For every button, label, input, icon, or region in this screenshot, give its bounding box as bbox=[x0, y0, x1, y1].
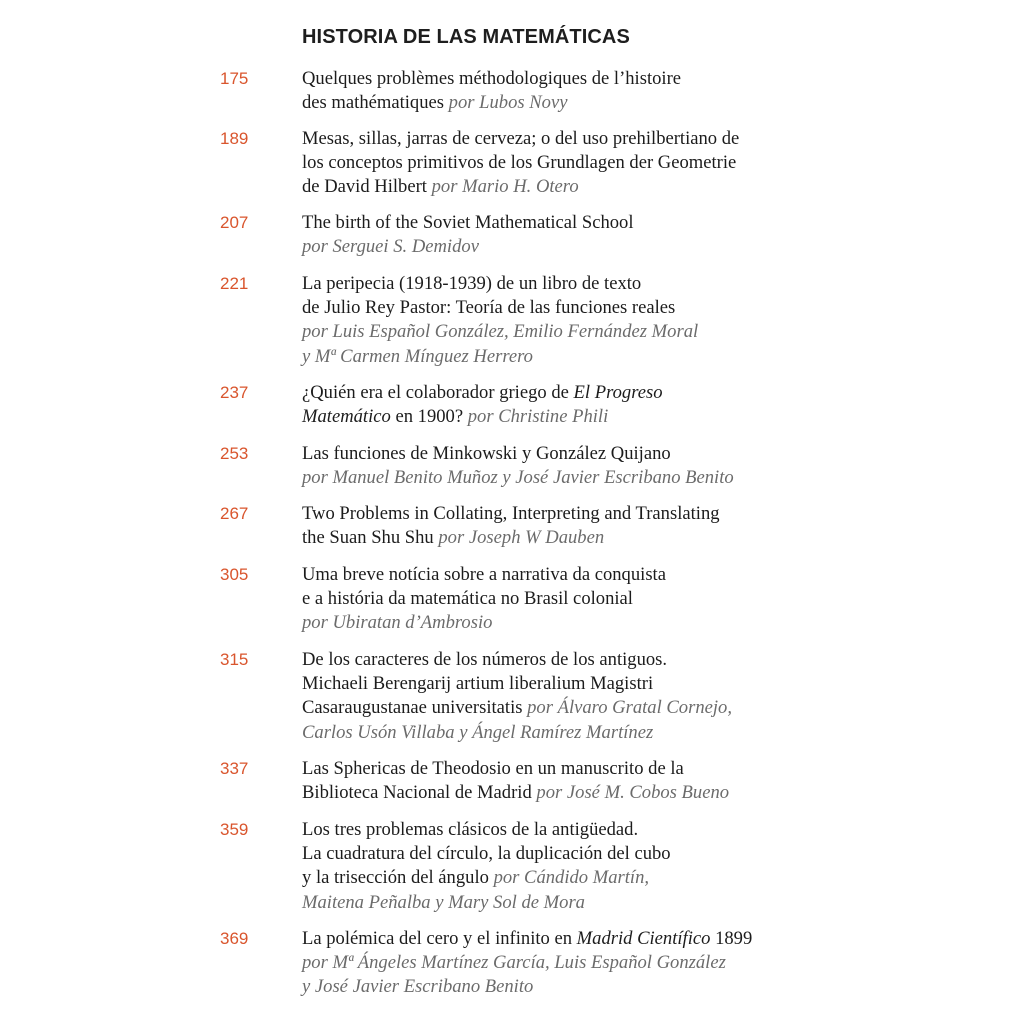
entry-line bbox=[302, 526, 822, 550]
entry-line bbox=[302, 211, 822, 235]
author-credit: por Luis Español González, Emilio Fernández Moral bbox=[302, 321, 699, 343]
entry-text bbox=[302, 211, 822, 259]
page-number: 337 bbox=[220, 759, 249, 778]
title-text: La cuadratura del círculo, la duplicación del cubo bbox=[302, 843, 671, 865]
entry-line bbox=[302, 442, 822, 466]
title-text: Casaraugustanae universitatis bbox=[302, 697, 528, 719]
title-text: Los tres problemas clásicos de la antigüedad. bbox=[302, 819, 639, 840]
title-text: Las funciones de Minkowski y González Quijano bbox=[302, 443, 671, 464]
entry-line bbox=[302, 381, 822, 405]
author-credit: por Joseph W Dauben bbox=[438, 527, 605, 549]
entry-line bbox=[302, 127, 822, 151]
entry-line bbox=[302, 151, 822, 175]
title-text: Biblioteca Nacional de Madrid bbox=[302, 782, 537, 804]
title-text: Las Sphericas de Theodosio en un manuscrito de la bbox=[302, 758, 684, 779]
entry-text bbox=[302, 381, 822, 429]
title-text: los conceptos primitivos de los Grundlagen der Geometrie bbox=[302, 152, 737, 174]
title-text: De los caracteres de los números de los antiguos. bbox=[302, 649, 668, 670]
page-number: 315 bbox=[220, 650, 249, 669]
title-text: the Suan Shu Shu bbox=[302, 527, 439, 549]
page-number: 237 bbox=[220, 383, 249, 402]
entry-text bbox=[302, 648, 822, 745]
entry-text bbox=[302, 818, 822, 915]
entry-text bbox=[302, 757, 822, 805]
entry-line bbox=[302, 951, 822, 975]
entry-text bbox=[302, 927, 822, 1000]
page-number: 221 bbox=[220, 274, 249, 293]
entry-line bbox=[302, 927, 822, 951]
title-text: La polémica del cero y el infinito en bbox=[302, 928, 577, 949]
entry-line bbox=[302, 587, 822, 611]
title-text: 1899 bbox=[710, 928, 753, 949]
entry-line bbox=[302, 781, 822, 805]
entry-line bbox=[302, 563, 822, 587]
author-credit: Maitena Peñalba y Mary Sol de Mora bbox=[302, 891, 585, 913]
entry-line bbox=[302, 721, 822, 745]
entry-line bbox=[302, 648, 822, 672]
entry-line bbox=[302, 296, 822, 320]
author-credit: Carlos Usón Villaba y Ángel Ramírez Martínez bbox=[302, 721, 654, 743]
page-number: 369 bbox=[220, 929, 249, 948]
entry-text bbox=[302, 67, 822, 115]
title-text: Uma breve notícia sobre a narrativa da conquista bbox=[302, 564, 666, 585]
author-credit: por Serguei S. Demidov bbox=[302, 236, 479, 258]
title-text: Quelques problèmes méthodologiques de l’histoire bbox=[302, 68, 682, 89]
page-number: 253 bbox=[220, 444, 249, 463]
title-text: en 1900? bbox=[390, 406, 468, 428]
section-heading: HISTORIA DE LAS MATEMÁTICAS bbox=[302, 26, 630, 48]
title-text: Michaeli Berengarij artium liberalium Magistri bbox=[302, 673, 654, 695]
entry-line bbox=[302, 466, 822, 490]
title-text: de Julio Rey Pastor: Teoría de las funciones reales bbox=[302, 297, 676, 319]
entry-line bbox=[302, 320, 822, 344]
title-text: La peripecia (1918-1939) de un libro de texto bbox=[302, 273, 642, 294]
entry-line bbox=[302, 866, 822, 890]
entry-text bbox=[302, 563, 822, 636]
title-text: y la trisección del ángulo bbox=[302, 867, 494, 889]
entry-text bbox=[302, 442, 822, 490]
author-credit: por Lubos Novy bbox=[448, 92, 568, 114]
entry-text bbox=[302, 272, 822, 369]
author-credit: por Mª Ángeles Martínez García, Luis Español González bbox=[302, 952, 726, 974]
author-credit: por José M. Cobos Bueno bbox=[536, 782, 730, 804]
title-text: Mesas, sillas, jarras de cerveza; o del uso prehilbertiano de bbox=[302, 128, 740, 149]
entry-line bbox=[302, 345, 822, 369]
author-credit: por Cándido Martín, bbox=[493, 867, 650, 889]
entry-line bbox=[302, 405, 822, 429]
title-text: ¿Quién era el colaborador griego de bbox=[302, 382, 574, 403]
entry-line bbox=[302, 67, 822, 91]
entry-line bbox=[302, 91, 822, 115]
page-number: 305 bbox=[220, 565, 249, 584]
author-credit: por Álvaro Gratal Cornejo, bbox=[527, 697, 733, 719]
author-credit: por Christine Phili bbox=[467, 406, 609, 428]
author-credit: por Ubiratan d’Ambrosio bbox=[302, 612, 493, 634]
entry-line bbox=[302, 975, 822, 999]
entry-line bbox=[302, 175, 822, 199]
entry-text bbox=[302, 502, 822, 550]
entry-text bbox=[302, 127, 822, 200]
page-number: 175 bbox=[220, 69, 249, 88]
title-text: e a história da matemática no Brasil colonial bbox=[302, 588, 633, 610]
title-text: Two Problems in Collating, Interpreting and Translating bbox=[302, 503, 720, 524]
title-text: des mathématiques bbox=[302, 92, 449, 114]
italic-title-text: El Progreso bbox=[573, 382, 663, 403]
entry-line bbox=[302, 842, 822, 866]
entry-line bbox=[302, 891, 822, 915]
italic-title-text: Madrid Científico bbox=[576, 928, 711, 949]
entry-line bbox=[302, 818, 822, 842]
entry-line bbox=[302, 235, 822, 259]
author-credit: y José Javier Escribano Benito bbox=[302, 976, 534, 998]
entry-line bbox=[302, 757, 822, 781]
italic-title-text: Matemático bbox=[302, 406, 391, 428]
entry-line bbox=[302, 672, 822, 696]
author-credit: por Manuel Benito Muñoz y José Javier Escribano Benito bbox=[302, 467, 734, 489]
entry-line bbox=[302, 696, 822, 720]
page-number: 359 bbox=[220, 820, 249, 839]
page-number: 267 bbox=[220, 504, 249, 523]
entry-line bbox=[302, 611, 822, 635]
entry-line bbox=[302, 502, 822, 526]
entry-line bbox=[302, 272, 822, 296]
page-number: 207 bbox=[220, 213, 249, 232]
page-number: 189 bbox=[220, 129, 249, 148]
author-credit: y Mª Carmen Mínguez Herrero bbox=[302, 345, 533, 367]
author-credit: por Mario H. Otero bbox=[431, 176, 579, 198]
title-text: de David Hilbert bbox=[302, 176, 432, 198]
title-text: The birth of the Soviet Mathematical School bbox=[302, 212, 634, 233]
